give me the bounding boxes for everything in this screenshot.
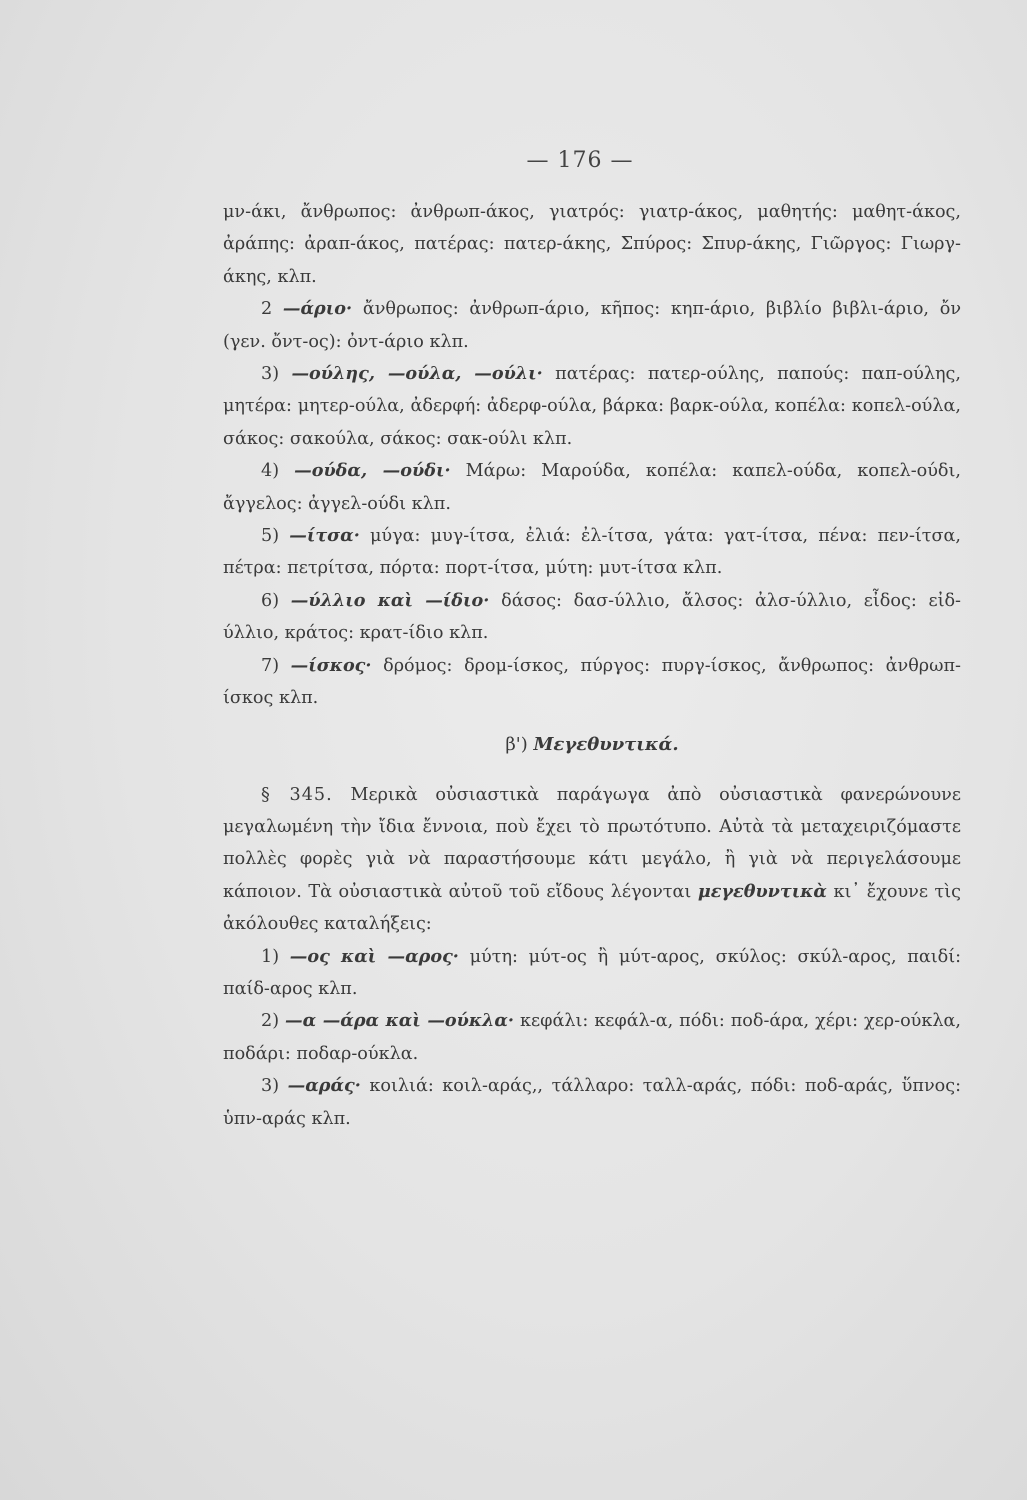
section-term: μεγεθυντικὰ — [697, 880, 827, 902]
suffix-item-6 — [223, 585, 961, 650]
item-text: δάσος: δασ-ύλλιο, ἄλσος: ἀλσ-ύλλιο, εἶδος: εἰδ-ύλλιο, κράτος: κρατ-ίδιο κλπ. — [223, 590, 962, 644]
suffix-list: —ίτσα· — [289, 525, 360, 547]
item-label: 4) — [261, 461, 280, 482]
suffix-item-3 — [223, 358, 961, 455]
section-text-after: κι᾽ ἔχουνε τὶς ἀκόλουθες καταλήξεις: — [223, 881, 962, 935]
augmentative-item-3 — [223, 1070, 961, 1135]
section-heading-title: Μεγεθυντικά. — [533, 733, 679, 755]
suffix-list: —ίσκος· — [290, 654, 372, 676]
paragraph-text: μν-άκι, ἄνθρωπος: ἀνθρωπ-άκος, γιατρός: γιατρ-άκος, μαθητής: μαθητ-άκος, ἀράπης: ἀραπ-άκος, πατέρας: πατερ-άκης, Σπύρος: Σπυρ-άκης, Γιῶργος: Γιωργ-άκης, κλπ. — [223, 202, 961, 287]
item-label: 5) — [261, 526, 280, 547]
page-body — [223, 196, 961, 1135]
item-text: μύγα: μυγ-ίτσα, ἐλιά: ἐλ-ίτσα, γάτα: γατ-ίτσα, πένα: πεν-ίτσα, πέτρα: πετρίτσα, πόρτα: πορτ-ίτσα, μύτη: μυτ-ίτσα κλπ. — [223, 526, 962, 579]
section-paragraph — [223, 779, 961, 941]
suffix-item-7 — [223, 650, 961, 715]
item-label: 2) — [261, 1011, 280, 1032]
suffix-item-2 — [223, 293, 961, 358]
item-text: κεφάλι: κεφάλ-α, πόδι: ποδ-άρα, χέρι: χερ-ούκλα, ποδάρι: ποδαρ-ούκλα. — [223, 1011, 962, 1064]
item-label: 6) — [261, 590, 280, 611]
item-text: ἄνθρωπος: ἀνθρωπ-άριο, κῆπος: κηπ-άριο, βιβλίο βιβλι-άριο, ὄν (γεν. ὄντ-ος): ὀντ-άριο κλπ. — [223, 299, 962, 352]
section-heading-number: β') — [505, 733, 528, 755]
suffix-list: —ούλης, —ούλα, —ούλι· — [291, 363, 543, 385]
item-label: 3) — [261, 1076, 280, 1097]
suffix-list: —αράς· — [287, 1075, 361, 1097]
suffix-list: —ούδα, —ούδι· — [294, 460, 451, 482]
item-label: 1) — [261, 946, 280, 967]
section-heading — [223, 729, 961, 761]
item-text: μύτη: μύτ-ος ἢ μύτ-αρος, σκύλος: σκύλ-αρος, παιδί: παίδ-αρος κλπ. — [223, 946, 962, 999]
suffix-list: —ύλλιο καὶ —ίδιο· — [290, 589, 490, 611]
item-label: 7) — [261, 655, 280, 676]
item-text: κοιλιά: κοιλ-αράς,, τάλλαρο: ταλλ-αράς, πόδι: ποδ-αράς, ὕπνος: ὑπν-αράς κλπ. — [223, 1076, 962, 1129]
item-label: 3) — [261, 364, 280, 385]
augmentative-item-1 — [223, 941, 961, 1006]
section-text-before: Μερικὰ οὐσιαστικὰ παράγωγα ἀπὸ οὐσιαστικὰ φανερώνουνε μεγαλωμένη τὴν ἴδια ἔννοια, ποὺ ἔχει τὸ πρωτότυπο. Αὐτὰ τὰ μεταχειριζόμαστε πολλὲς φορὲς γιὰ νὰ παραστήσουμε κάτι μεγάλο, ἢ γιὰ νὰ περιγελάσουμε κάποιον. Τὰ οὐσιαστικὰ αὐτοῦ τοῦ εἴδους λέγονται — [223, 784, 961, 902]
item-text: πατέρας: πατερ-ούλης, παπούς: παπ-ούλης, μητέρα: μητερ-ούλα, ἀδερφή: ἀδερφ-ούλα, βάρκα: βαρκ-ούλα, κοπέλα: κοπελ-ούλα, σάκος: σακούλα, σάκος: σακ-ούλι κλπ. — [223, 364, 961, 449]
item-label: 2 — [261, 299, 273, 320]
paragraph-continuation — [223, 196, 961, 293]
suffix-list: —α —άρα καὶ —ούκλα· — [285, 1010, 515, 1032]
item-text: Μάρω: Μαρούδα, κοπέλα: καπελ-ούδα, κοπελ-ούδι, ἄγγελος: ἀγγελ-ούδι κλπ. — [223, 461, 962, 514]
page-number: — 176 — — [526, 148, 634, 173]
suffix-list: —άριο· — [282, 298, 353, 320]
suffix-item-4 — [223, 455, 961, 520]
augmentative-item-2 — [223, 1005, 961, 1070]
suffix-item-5 — [223, 520, 961, 585]
suffix-list: —ος καὶ —αρος· — [289, 945, 459, 967]
section-mark: § 345. — [261, 784, 333, 805]
item-text: δρόμος: δρομ-ίσκος, πύργος: πυργ-ίσκος, ἄνθρωπος: ἀνθρωπ-ίσκος κλπ. — [223, 655, 961, 709]
